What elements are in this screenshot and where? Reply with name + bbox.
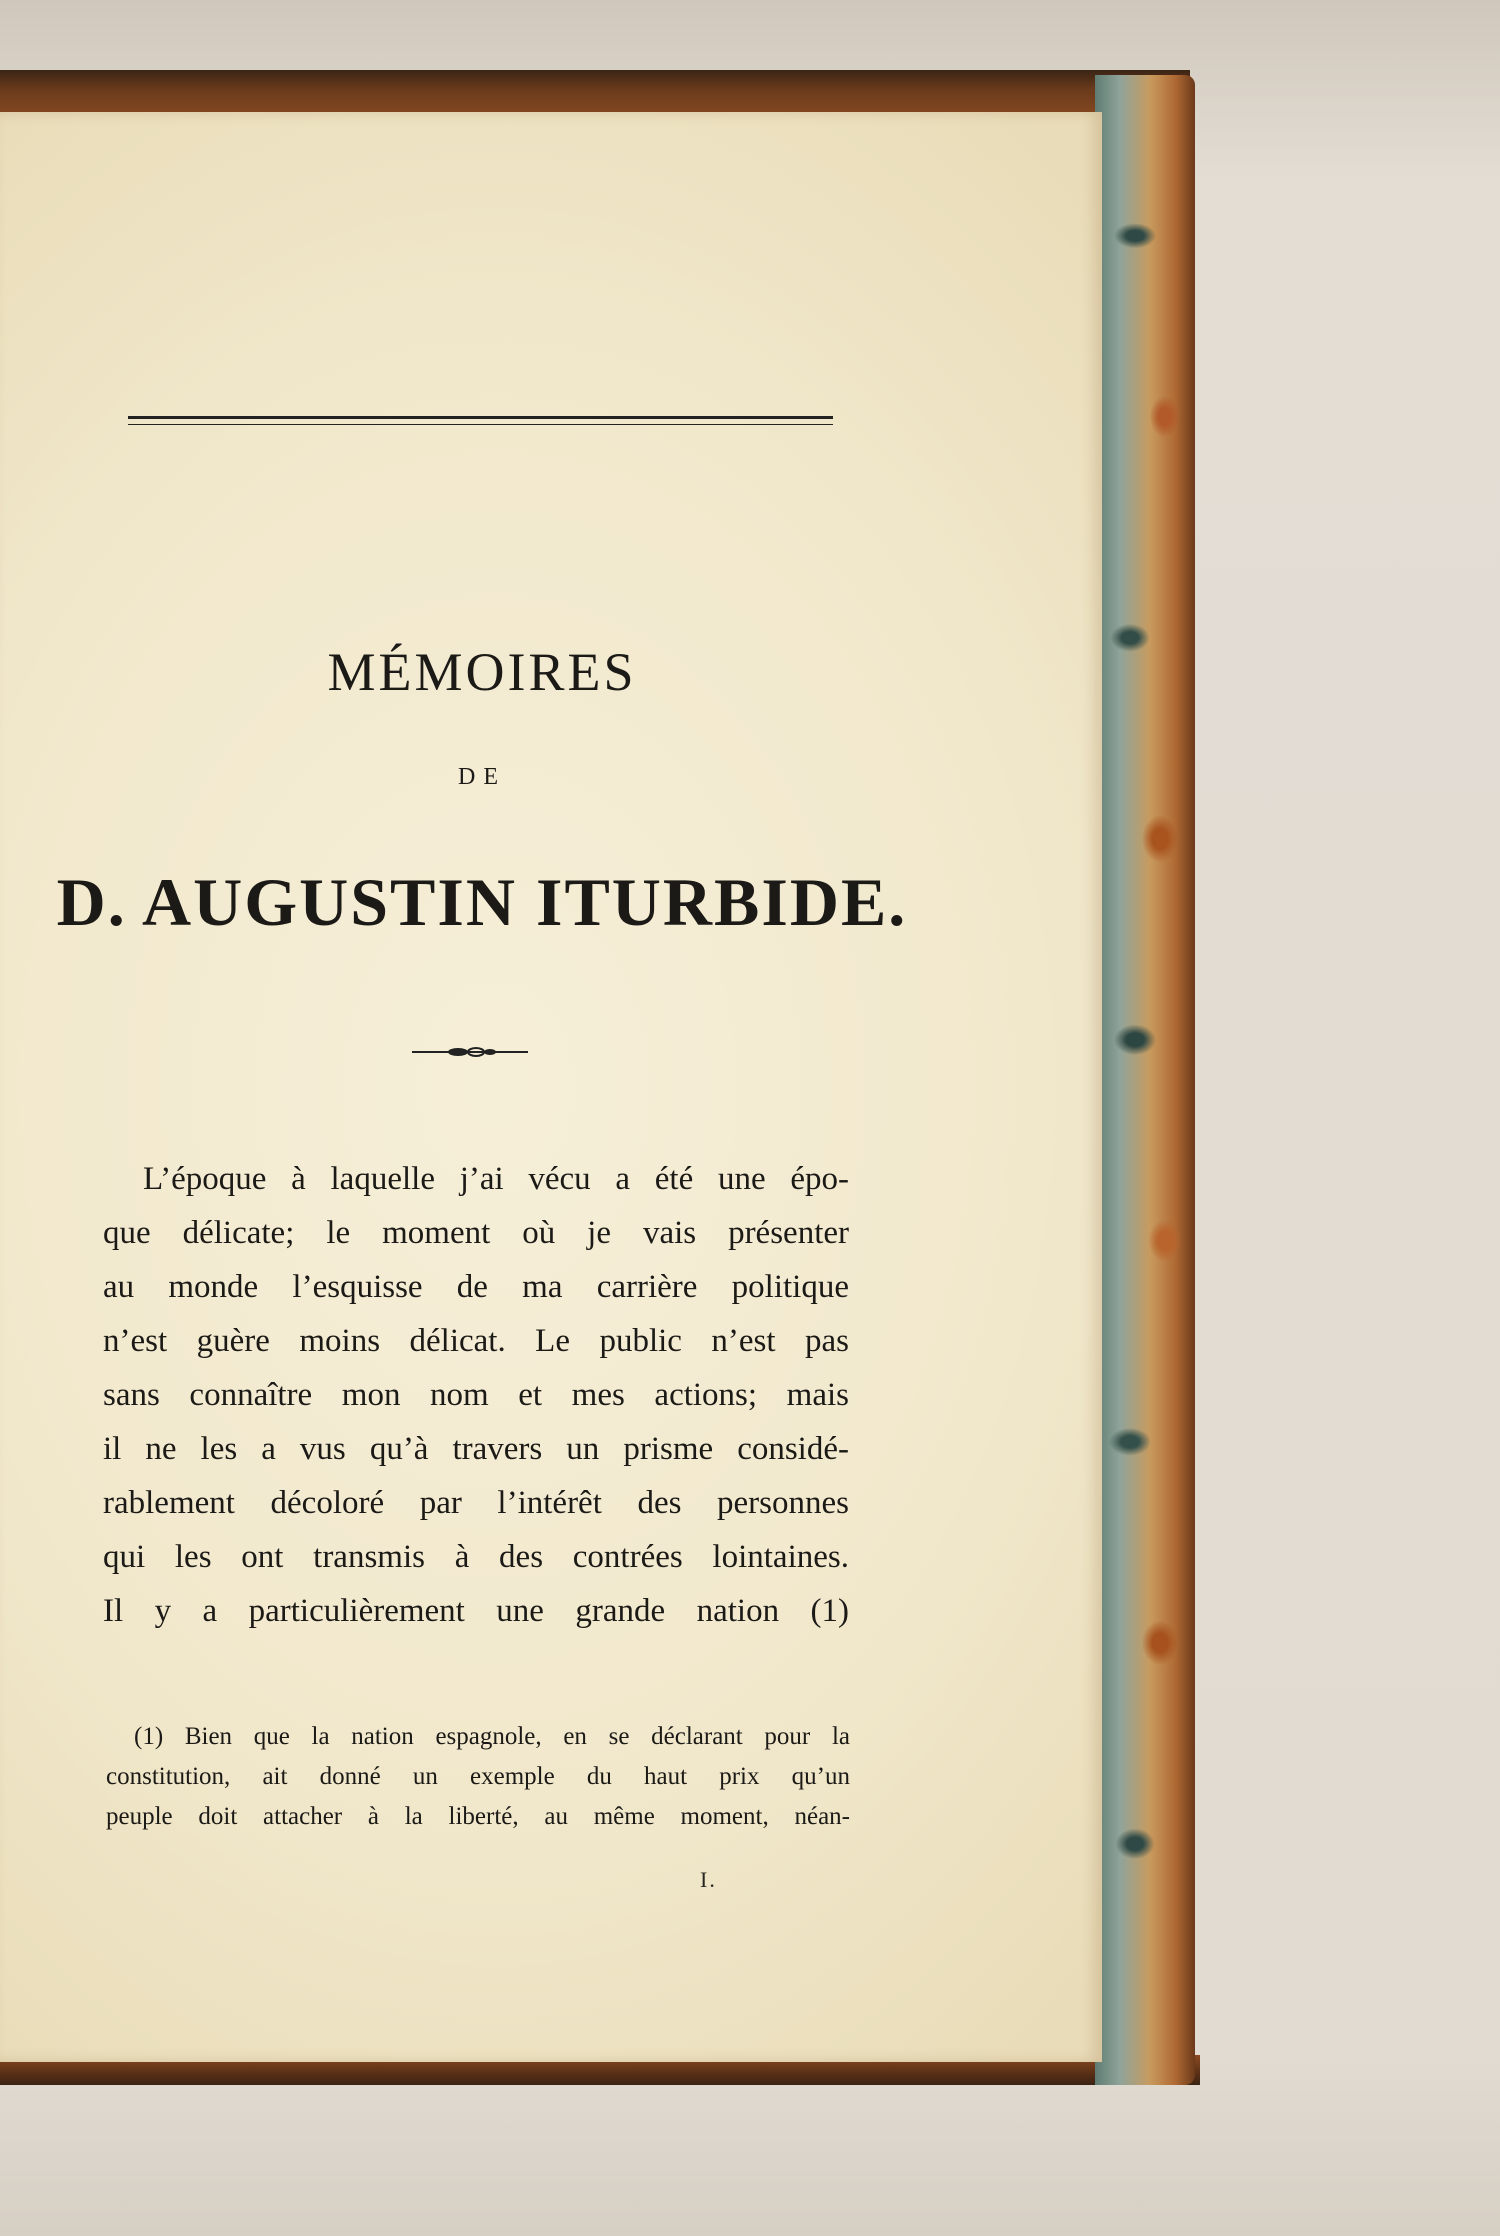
body-line: que délicate; le moment où je vais présenter bbox=[103, 1215, 849, 1251]
page-title: MÉMOIRES bbox=[327, 642, 637, 702]
signature-mark: I. bbox=[700, 1867, 717, 1892]
marbled-fore-edge bbox=[1095, 75, 1195, 2085]
body-line: sans connaître mon nom et mes actions; mais bbox=[103, 1377, 849, 1413]
footnote bbox=[106, 1717, 850, 1837]
book-page bbox=[0, 112, 1102, 2062]
title-connector: DE bbox=[458, 764, 506, 790]
body-text bbox=[103, 1152, 849, 1638]
footnote-line: peuple doit attacher à la liberté, au même moment, néan- bbox=[106, 1803, 850, 1830]
body-line: L’époque à laquelle j’ai vécu a été une épo- bbox=[143, 1161, 849, 1197]
footnote-line: constitution, ait donné un exemple du haut prix qu’un bbox=[106, 1763, 850, 1790]
ornament-divider-icon bbox=[410, 1042, 530, 1062]
author-name: D. AUGUSTIN ITURBIDE. bbox=[56, 864, 908, 940]
header-rule-thick bbox=[128, 416, 833, 419]
body-line: n’est guère moins délicat. Le public n’est pas bbox=[103, 1323, 849, 1359]
body-line: au monde l’esquisse de ma carrière politique bbox=[103, 1269, 849, 1305]
body-line: il ne les a vus qu’à travers un prisme considé- bbox=[103, 1431, 849, 1467]
header-rule-thin bbox=[128, 424, 833, 425]
body-line: rablement décoloré par l’intérêt des personnes bbox=[103, 1485, 849, 1521]
body-line: Il y a particulièrement une grande nation (1) bbox=[103, 1593, 849, 1629]
footnote-line: (1) Bien que la nation espagnole, en se déclarant pour la bbox=[134, 1723, 850, 1750]
body-line: qui les ont transmis à des contrées lointaines. bbox=[103, 1539, 849, 1575]
